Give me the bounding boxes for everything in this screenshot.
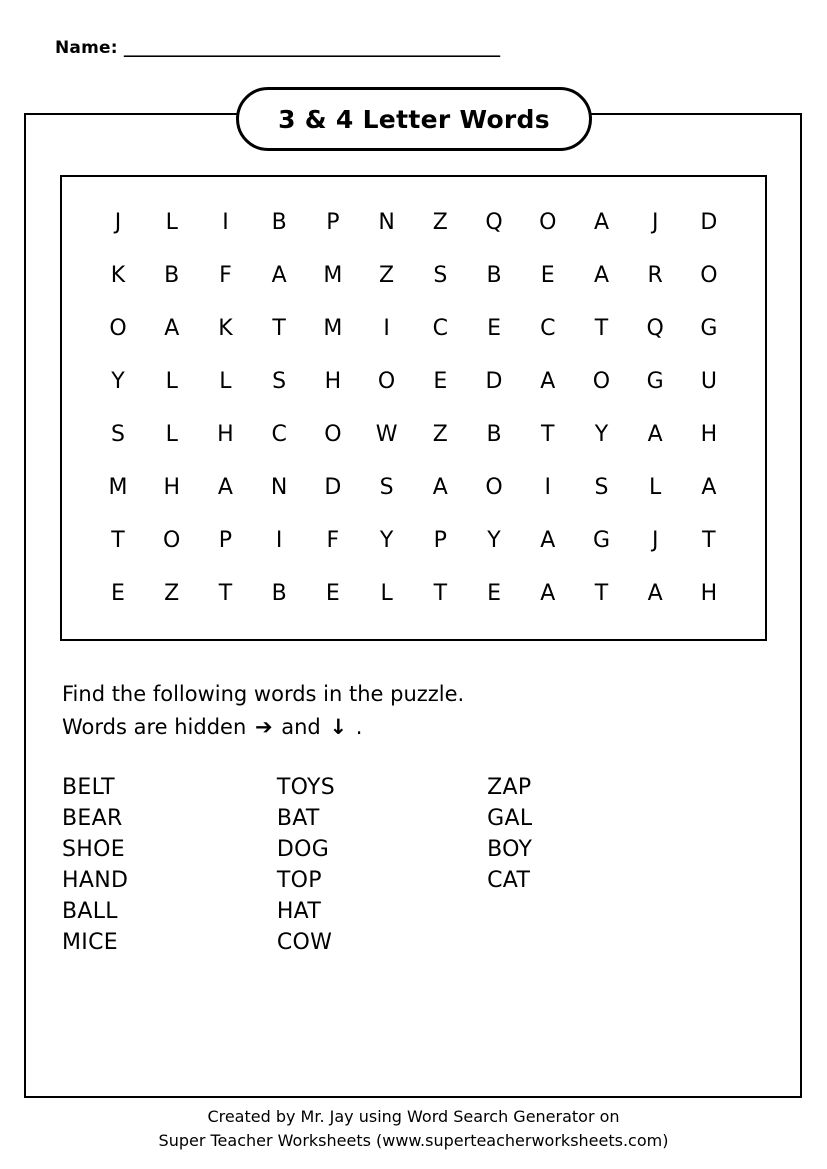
instructions-line-1: Find the following words in the puzzle. — [62, 682, 465, 706]
grid-row — [98, 529, 729, 552]
grid-row — [98, 476, 729, 499]
grid-cell: H — [163, 474, 180, 500]
word-list-item: BALL — [62, 899, 118, 924]
grid-cell: D — [700, 210, 718, 235]
grid-cell: A — [593, 262, 609, 288]
word-list-item: HAT — [276, 899, 322, 924]
grid-cell: B — [271, 580, 287, 606]
word-list-item: GAL — [487, 806, 533, 831]
grid-cell: T — [594, 580, 609, 606]
word-list-item: BELT — [62, 775, 115, 800]
instructions-line-2-suffix: . — [355, 714, 363, 739]
grid-cell: B — [164, 262, 180, 288]
grid-cell: U — [700, 368, 717, 394]
grid-cell: M — [323, 262, 343, 288]
word-list — [62, 772, 702, 958]
grid-cell: E — [487, 580, 501, 606]
grid-cell: C — [540, 315, 556, 341]
grid-cell: T — [272, 315, 286, 341]
grid-cell: E — [111, 580, 125, 606]
word-list-item: DOG — [276, 837, 330, 862]
grid-cell: H — [324, 368, 342, 394]
grid-cell: O — [485, 474, 503, 500]
grid-cell: B — [486, 262, 502, 288]
grid-cell: T — [218, 580, 233, 606]
grid-cell: H — [700, 421, 718, 447]
grid-cell: N — [378, 210, 395, 235]
instructions-line-2 — [62, 711, 464, 744]
grid-cell: Z — [379, 262, 395, 288]
grid-cell: L — [165, 210, 178, 235]
grid-cell: O — [592, 368, 611, 394]
grid-cell: E — [433, 368, 448, 394]
grid-cell: L — [380, 580, 393, 606]
grid-row — [98, 264, 729, 287]
grid-cell: S — [111, 421, 125, 447]
grid-cell: G — [646, 368, 664, 394]
instructions-line-2-prefix: Words are hidden — [62, 714, 247, 739]
grid-cell: Q — [485, 210, 503, 235]
grid-cell: O — [539, 210, 557, 235]
grid-cell: J — [651, 210, 659, 235]
grid-cell: A — [647, 580, 663, 606]
grid-cell: T — [111, 527, 125, 553]
grid-row — [98, 317, 729, 340]
grid-cell: I — [275, 527, 283, 553]
grid-cell: F — [326, 527, 340, 553]
grid-cell: Q — [646, 315, 664, 341]
grid-cell: D — [485, 368, 503, 394]
grid-cell: S — [379, 474, 394, 500]
grid-cell: G — [700, 315, 718, 341]
grid-cell: N — [270, 474, 288, 500]
name-blank-line: _______________________________________________ — [123, 38, 500, 58]
grid-cell: B — [486, 421, 502, 447]
grid-cell: T — [594, 315, 609, 341]
grid-cell: B — [271, 210, 287, 235]
arrow-right-icon: ➔ — [254, 714, 273, 739]
grid-cell: O — [324, 421, 342, 447]
grid-cell: T — [541, 421, 555, 447]
grid-cell: Y — [379, 527, 394, 553]
grid-cell: A — [540, 368, 556, 394]
grid-cell: L — [649, 474, 662, 500]
word-list-item: BAT — [276, 806, 320, 831]
grid-cell: E — [325, 580, 340, 606]
grid-row — [98, 211, 729, 234]
grid-cell: E — [540, 262, 555, 288]
word-list-item: BOY — [487, 837, 533, 862]
grid-cell: A — [217, 474, 233, 500]
grid-cell: A — [164, 315, 180, 341]
word-list-column-1 — [62, 772, 277, 958]
grid-cell: S — [272, 368, 287, 394]
grid-cell: Y — [111, 368, 125, 394]
page-title: 3 & 4 Letter Words — [278, 104, 550, 134]
arrow-down-icon: ↓ — [329, 714, 348, 739]
grid-cell: G — [592, 527, 610, 553]
grid-cell: L — [165, 368, 178, 394]
grid-cell: J — [651, 527, 659, 553]
grid-cell: C — [271, 421, 287, 447]
word-list-column-2 — [277, 772, 487, 958]
grid-cell: C — [432, 315, 448, 341]
grid-row — [98, 582, 729, 605]
word-search-grid-inner — [62, 177, 765, 639]
worksheet-title-pill — [236, 87, 592, 151]
grid-cell: M — [323, 315, 343, 341]
word-list-item: MICE — [62, 930, 118, 955]
grid-cell: A — [540, 580, 556, 606]
grid-cell: A — [432, 474, 448, 500]
grid-cell: Y — [594, 421, 609, 447]
grid-cell: D — [324, 474, 342, 500]
grid-cell: M — [108, 474, 128, 500]
grid-cell: O — [163, 527, 181, 553]
grid-cell: I — [544, 474, 551, 500]
footer — [0, 1105, 827, 1153]
grid-cell: L — [219, 368, 232, 394]
grid-cell: A — [271, 262, 287, 288]
grid-cell: I — [383, 315, 390, 341]
grid-cell: O — [377, 368, 396, 394]
grid-cell: A — [647, 421, 663, 447]
grid-cell: Z — [432, 210, 448, 235]
word-list-column-3 — [487, 772, 702, 958]
grid-cell: S — [433, 262, 448, 288]
grid-row — [98, 423, 729, 446]
name-field — [55, 38, 500, 58]
grid-cell: S — [594, 474, 609, 500]
grid-cell: P — [218, 527, 233, 553]
grid-cell: Y — [487, 527, 501, 553]
grid-cell: A — [701, 474, 717, 500]
name-label: Name: — [55, 38, 118, 58]
grid-cell: P — [433, 527, 447, 553]
grid-row — [98, 370, 729, 393]
grid-cell: K — [110, 262, 126, 288]
grid-cell: R — [647, 262, 663, 288]
grid-cell: A — [593, 210, 609, 235]
word-list-item: TOYS — [276, 775, 335, 800]
word-list-item: COW — [276, 930, 333, 955]
grid-cell: F — [219, 262, 232, 288]
word-list-item: HAND — [62, 868, 129, 893]
grid-cell: P — [326, 210, 340, 235]
grid-cell: A — [540, 527, 556, 553]
grid-cell: K — [218, 315, 233, 341]
grid-cell: L — [165, 421, 178, 447]
grid-cell: W — [375, 421, 398, 447]
grid-cell: E — [487, 315, 501, 341]
grid-cell: H — [217, 421, 234, 447]
footer-line-1: Created by Mr. Jay using Word Search Generator on — [207, 1107, 620, 1126]
word-list-item: BEAR — [62, 806, 123, 831]
word-list-item: ZAP — [487, 775, 532, 800]
grid-cell: O — [109, 315, 127, 341]
grid-cell: I — [222, 210, 229, 235]
footer-line-2: Super Teacher Worksheets (www.superteacherworksheets.com) — [158, 1131, 669, 1150]
instructions — [62, 678, 464, 743]
grid-cell: O — [700, 262, 718, 288]
word-search-grid — [60, 175, 767, 641]
word-list-item: CAT — [487, 868, 531, 893]
grid-cell: Z — [432, 421, 448, 447]
word-list-item: SHOE — [62, 837, 125, 862]
grid-cell: T — [702, 527, 716, 553]
grid-cell: Z — [164, 580, 180, 606]
grid-cell: H — [700, 580, 718, 606]
grid-cell: J — [114, 210, 122, 235]
instructions-line-2-middle: and — [281, 714, 321, 739]
word-list-item: TOP — [276, 868, 322, 893]
grid-cell: T — [433, 580, 448, 606]
